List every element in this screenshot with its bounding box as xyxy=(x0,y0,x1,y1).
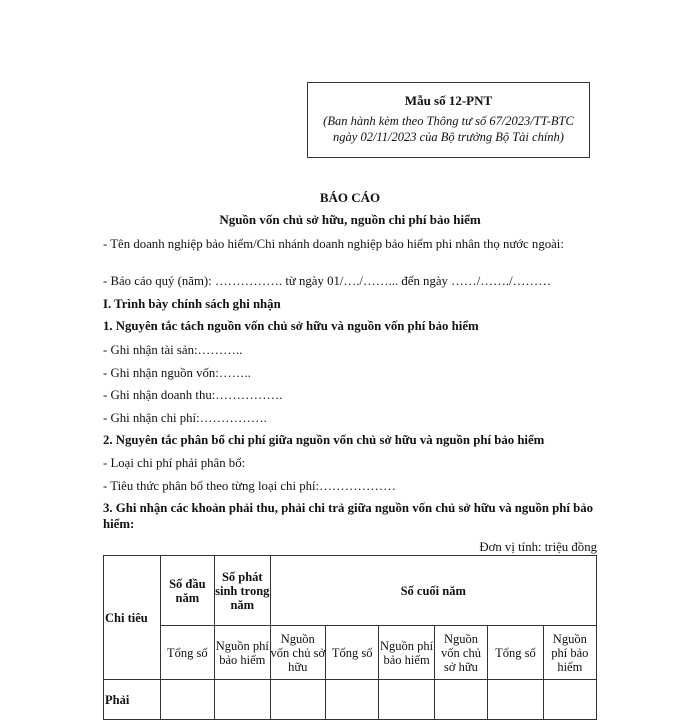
item-2-heading: 2. Nguyên tắc phân bổ chi phí giữa nguồn vốn chủ sở hữu và nguồn phí bảo hiểm xyxy=(103,433,545,447)
allocation-criteria-line: - Tiêu thức phân bổ theo từng loại chi phí:……………… xyxy=(103,479,396,493)
unit-label: Đơn vị tính: triệu đồng xyxy=(479,540,597,554)
header-indicator: Chi tiêu xyxy=(104,556,161,680)
form-number: Mẫu số 12-PNT xyxy=(404,93,493,108)
item-1-heading: 1. Nguyên tắc tách nguồn vốn chủ sở hữu và nguồn vốn phí bảo hiểm xyxy=(103,319,479,333)
sub-header: Nguồn phí bảo hiểm xyxy=(215,626,271,680)
sub-header: Nguồn vốn chủ sở hữu xyxy=(270,626,326,680)
sub-header: Tổng số xyxy=(326,626,379,680)
assets-line: - Ghi nhận tài sản:……….. xyxy=(103,343,243,357)
item-3-heading: 3. Ghi nhận các khoản phải thu, phải chi trả giữa nguồn vốn chủ sở hữu và nguồn phí bảo hiểm: xyxy=(103,501,594,531)
sub-header: Tổng số xyxy=(488,626,544,680)
header-closing: Số cuối năm xyxy=(270,556,596,626)
company-name-line: - Tên doanh nghiệp bảo hiểm/Chi nhánh doanh nghiệp bảo hiểm phi nhân thọ nước ngoài: xyxy=(103,237,564,251)
sub-header: Nguồn phí bảo hiểm xyxy=(379,626,435,680)
capital-table xyxy=(103,555,597,720)
report-title: BÁO CÁO xyxy=(319,190,381,205)
header-opening: Số đầu năm xyxy=(160,556,214,626)
issuance-note: (Ban hành kèm theo Thông tư số 67/2023/TT-BTC ngày 02/11/2023 của Bộ trưởng Bộ Tài chính) xyxy=(323,114,574,144)
cost-type-line: - Loại chi phí phải phân bổ: xyxy=(103,456,246,470)
sub-header: Nguồn vốn chủ sở hữu xyxy=(434,626,487,680)
row-label: Phải xyxy=(104,680,161,720)
sub-header: Tổng số xyxy=(160,626,214,680)
expense-line: - Ghi nhận chi phí:……………. xyxy=(103,411,267,425)
report-period-line: - Báo cáo quý (năm): ……………. từ ngày 01/…./……... đến ngày ……/……./……… xyxy=(103,274,552,288)
form-number-box xyxy=(307,82,590,158)
revenue-line: - Ghi nhận doanh thu:……………. xyxy=(103,388,283,402)
sub-header: Nguồn phí bảo hiểm xyxy=(543,626,596,680)
capital-line: - Ghi nhận nguồn vốn:…….. xyxy=(103,366,251,380)
header-arising: Số phát sinh trong năm xyxy=(215,556,271,626)
report-subtitle: Nguồn vốn chủ sở hữu, nguồn chi phí bảo hiểm xyxy=(219,212,481,227)
section-1-heading: I. Trình bày chính sách ghi nhận xyxy=(103,297,281,311)
